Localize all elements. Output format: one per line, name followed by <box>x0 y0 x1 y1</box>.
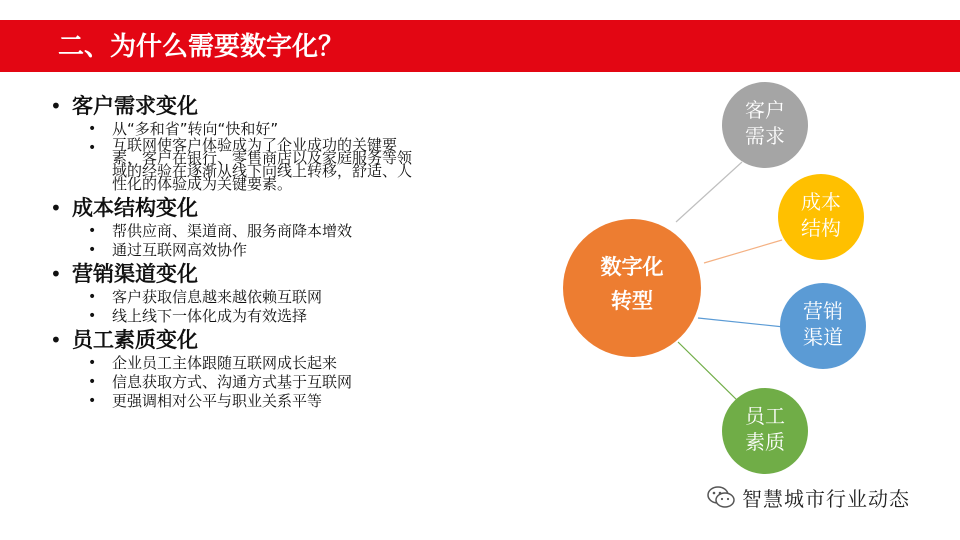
section-title: 成本结构变化 <box>72 196 198 220</box>
bullet-icon: • <box>88 308 97 324</box>
list-item: 帮供应商、渠道商、服务商降本增效 <box>112 222 353 240</box>
center-node <box>563 219 701 357</box>
node-label: 营销 <box>803 299 843 323</box>
bullet-icon: • <box>88 140 97 156</box>
bullet-icon: • <box>88 289 97 305</box>
connector-line <box>698 318 784 327</box>
list-item: 通过互联网高效协作 <box>112 241 248 259</box>
bullet-icon: • <box>88 242 97 258</box>
watermark <box>706 483 910 511</box>
connector-line <box>676 162 742 222</box>
bullet-icon: • <box>88 374 97 390</box>
list-item: 企业员工主体跟随互联网成长起来 <box>112 354 338 372</box>
connector-line <box>704 240 782 263</box>
center-label: 转型 <box>611 289 653 313</box>
bullet-icon: • <box>88 355 97 371</box>
watermark-text: 智慧城市行业动态 <box>742 486 910 511</box>
list-item: 从“多和省”转向“快和好” <box>112 120 279 138</box>
section-title: 员工素质变化 <box>72 328 198 352</box>
node-label: 需求 <box>745 124 785 148</box>
bullet-icon: • <box>88 223 97 239</box>
bullet-icon: • <box>50 196 62 220</box>
list-item: 信息获取方式、沟通方式基于互联网 <box>112 373 353 391</box>
bullet-icon: • <box>50 328 62 352</box>
list-item: 互联网使客户体验成为了企业成功的关键要素，客户在银行、零售商店以及家庭服务等领域的经验在逐渐从线下向线上转移，舒适、人性化的体验成为关键要素。 <box>112 136 413 193</box>
node-label: 客户 <box>745 98 785 122</box>
node-label: 成本 <box>801 190 841 214</box>
node-label: 结构 <box>801 216 841 240</box>
node-label: 素质 <box>745 430 785 454</box>
section-title: 客户需求变化 <box>72 94 198 118</box>
list-item: 客户获取信息越来越依赖互联网 <box>112 288 323 306</box>
bullet-icon: • <box>50 262 62 286</box>
bullet-icon: • <box>88 121 97 137</box>
wechat-icon <box>706 484 736 510</box>
bullet-icon: • <box>50 94 62 118</box>
list-item: 更强调相对公平与职业关系平等 <box>112 392 323 410</box>
node-label: 员工 <box>745 404 785 428</box>
page-title: 二、为什么需要数字化？ <box>58 32 345 62</box>
list-item: 线上线下一体化成为有效选择 <box>112 307 308 325</box>
connector-line <box>678 342 742 405</box>
bullet-icon: • <box>88 393 97 409</box>
center-label: 数字化 <box>600 255 664 279</box>
node-label: 渠道 <box>803 325 843 349</box>
section-title: 营销渠道变化 <box>72 262 198 286</box>
